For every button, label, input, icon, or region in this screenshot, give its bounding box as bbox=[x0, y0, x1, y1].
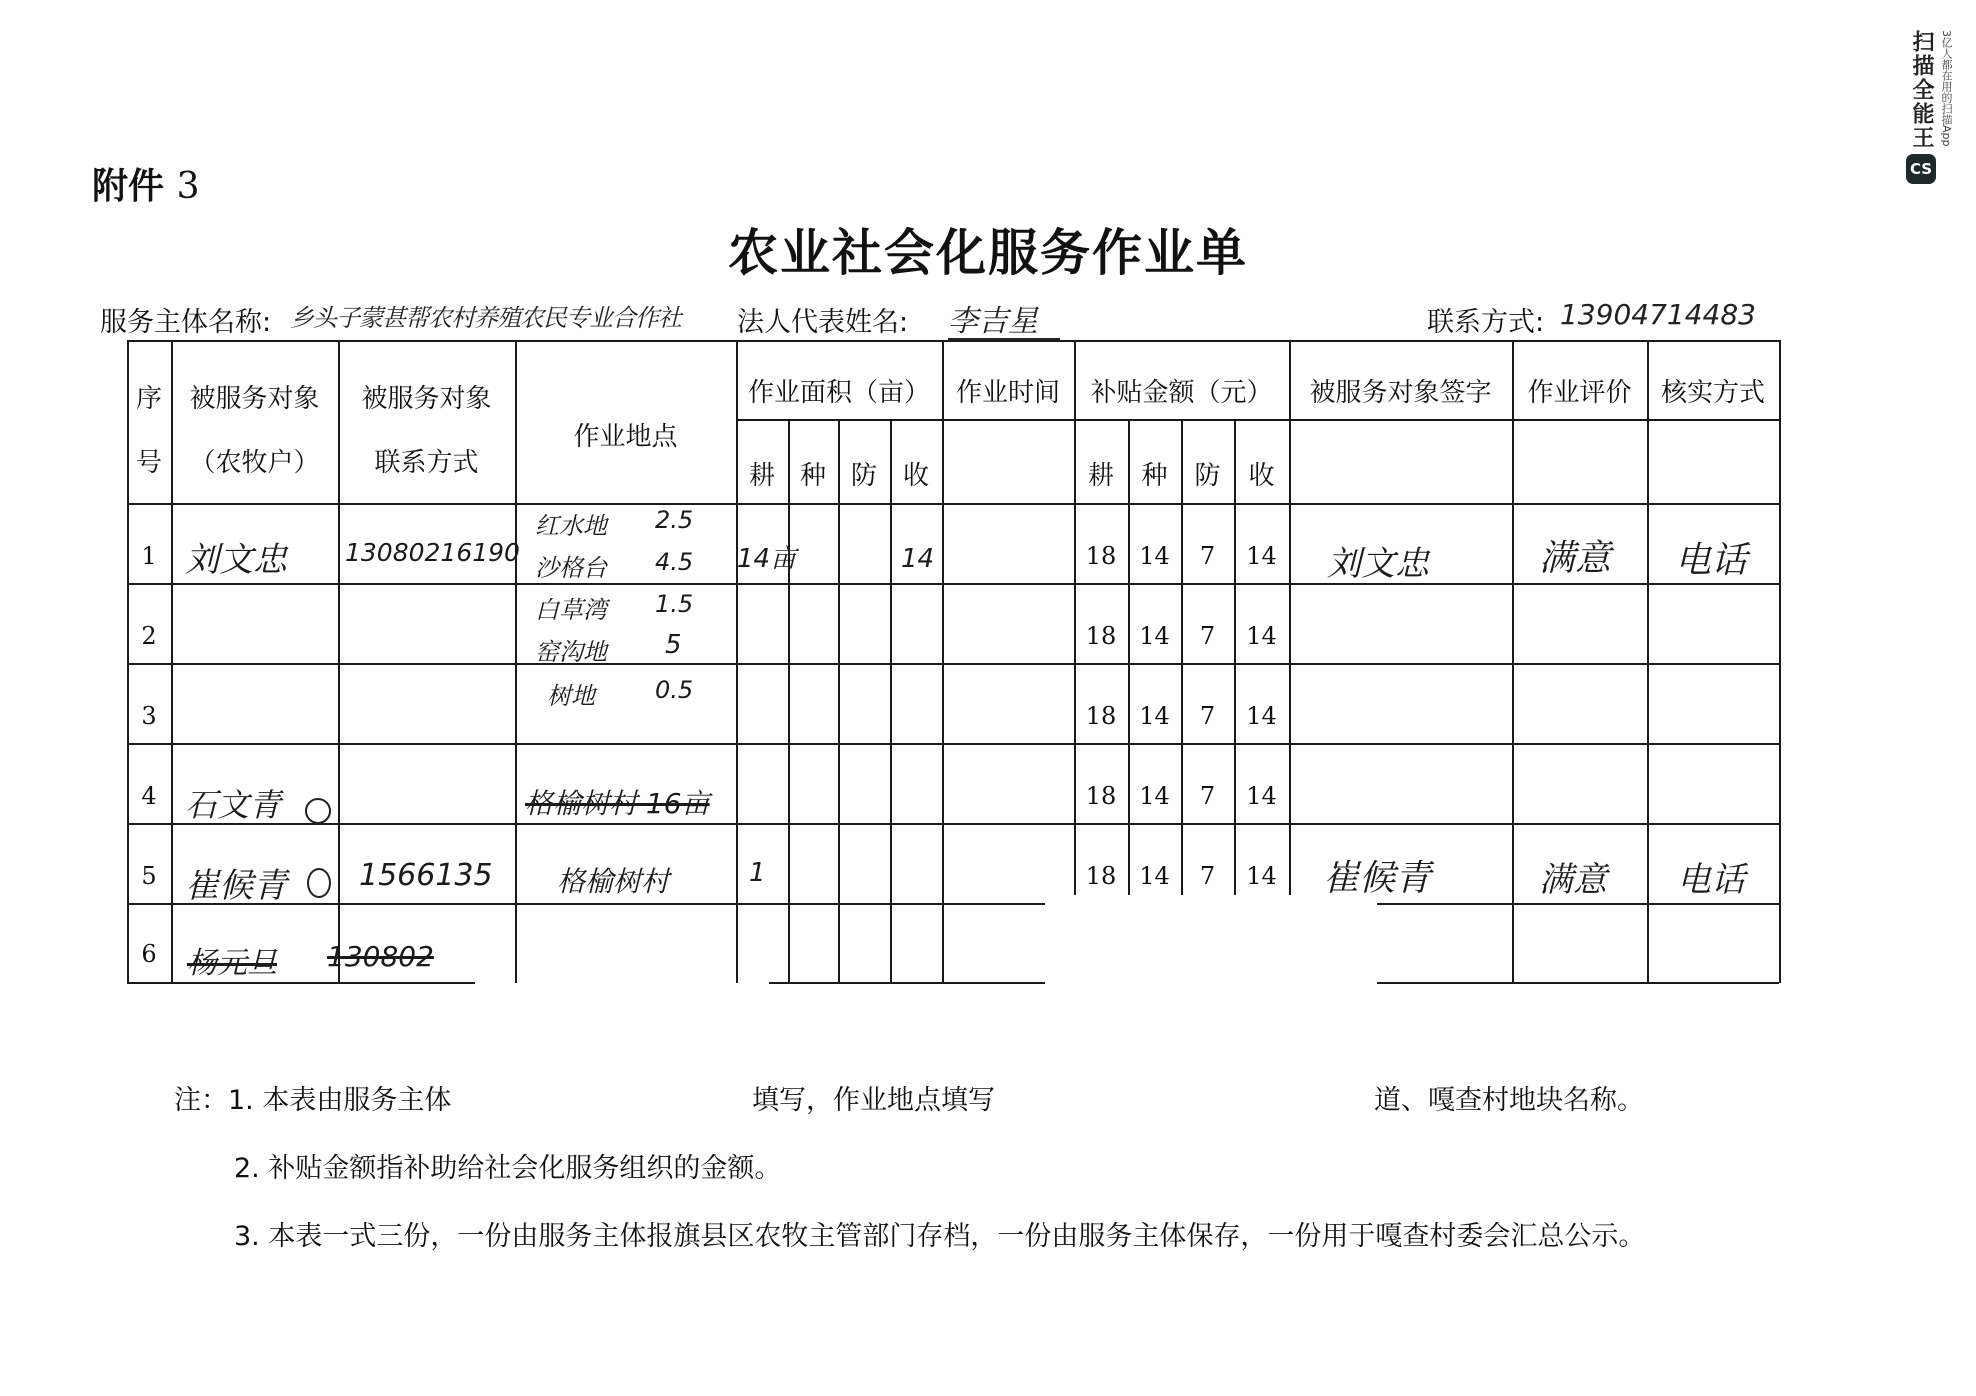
row-5-phone-handwritten: 1566135 bbox=[359, 858, 493, 893]
location-place-3: 白草湾 bbox=[535, 596, 607, 624]
col-seq-line2: 号 bbox=[135, 448, 162, 478]
location-place-1: 红水地 bbox=[535, 512, 607, 540]
row-1-area-till-handwritten: 14亩 bbox=[737, 544, 797, 574]
legal-rep-label: 法人代表姓名: bbox=[737, 307, 909, 338]
row-6-seq: 6 bbox=[141, 940, 157, 968]
row-4-name-handwritten: 石文青 bbox=[185, 786, 282, 824]
watermark-app-name: 扫描全能王 bbox=[1909, 30, 1934, 150]
legal-rep-name-handwritten: 李吉星 bbox=[948, 304, 1038, 339]
col-signature: 被服务对象签字 bbox=[1309, 378, 1492, 408]
subsidy-value: 14 bbox=[1139, 782, 1170, 810]
row-1-phone-handwritten: 13080216190 bbox=[345, 538, 520, 567]
entity-label: 服务主体名称: bbox=[100, 307, 272, 338]
attachment-text: 附件 bbox=[92, 166, 165, 207]
subsidy-value: 14 bbox=[1246, 542, 1277, 570]
location-area-4: 5 bbox=[665, 630, 682, 660]
attachment-number: 3 bbox=[176, 166, 200, 207]
subsidy-value: 7 bbox=[1199, 622, 1216, 650]
subsidy-value: 14 bbox=[1139, 542, 1170, 570]
subsidy-sub-harvest: 收 bbox=[1248, 461, 1275, 491]
note-1-part-c: 道、嘎查村地块名称。 bbox=[1374, 1085, 1644, 1116]
note-3: 3. 本表一式三份，一份由服务主体报旗县区农牧主管部门存档，一份由服务主体保存，一份用于嘎查村委会汇总公示。 bbox=[234, 1221, 1646, 1252]
subsidy-value: 14 bbox=[1246, 702, 1277, 730]
service-record-table bbox=[127, 340, 1779, 983]
subsidy-value: 18 bbox=[1085, 622, 1117, 650]
col-location: 作业地点 bbox=[573, 422, 678, 452]
row-5-evaluation-handwritten: 满意 bbox=[1539, 860, 1607, 900]
subsidy-value: 14 bbox=[1139, 862, 1170, 890]
subsidy-value: 18 bbox=[1085, 782, 1117, 810]
col-seq-line1: 序 bbox=[135, 384, 162, 414]
location-place-4: 窑沟地 bbox=[535, 638, 607, 666]
attachment-label bbox=[92, 158, 199, 209]
col-area: 作业面积（亩） bbox=[747, 378, 930, 408]
row-5-signature-handwritten: 崔候青 bbox=[1323, 858, 1432, 899]
row-1-name-handwritten: 刘文忠 bbox=[185, 540, 287, 580]
row-5-verify-handwritten: 电话 bbox=[1677, 860, 1745, 900]
subsidy-value: 14 bbox=[1246, 622, 1277, 650]
contact-label: 联系方式: bbox=[1427, 307, 1545, 338]
area-sub-protect: 防 bbox=[850, 461, 877, 491]
note-1-part-b: 填写，作业地点填写 bbox=[752, 1085, 995, 1116]
col-evaluation: 作业评价 bbox=[1527, 378, 1632, 408]
subsidy-value: 18 bbox=[1085, 542, 1117, 570]
row-6-phone-struck: 130802 bbox=[327, 940, 434, 973]
row-1-evaluation-handwritten: 满意 bbox=[1539, 538, 1612, 579]
location-area-3: 1.5 bbox=[655, 590, 694, 618]
cs-logo-icon: CS bbox=[1906, 154, 1936, 184]
watermark-tagline: 3亿人都在用的扫描App bbox=[1940, 30, 1953, 147]
circle-mark-icon bbox=[305, 798, 331, 824]
location-place-2: 沙格台 bbox=[535, 554, 607, 582]
row-2-seq: 2 bbox=[141, 622, 157, 650]
location-area-5: 0.5 bbox=[655, 676, 694, 704]
row-5-location-handwritten: 格榆树村 bbox=[557, 865, 670, 898]
col-served-contact-line2: 联系方式 bbox=[374, 448, 479, 478]
circle-mark-icon bbox=[307, 868, 331, 898]
subsidy-sub-protect: 防 bbox=[1194, 461, 1221, 491]
subsidy-value: 14 bbox=[1246, 782, 1277, 810]
col-subsidy: 补贴金额（元） bbox=[1090, 378, 1273, 408]
entity-name-handwritten: 乡头子蒙甚帮农村养殖农民专业合作社 bbox=[290, 304, 681, 332]
subsidy-value: 18 bbox=[1085, 702, 1117, 730]
subsidy-value: 7 bbox=[1199, 782, 1216, 810]
note-1-part-a: 注：1. 本表由服务主体 bbox=[174, 1085, 452, 1116]
note-2: 2. 补贴金额指补助给社会化服务组织的金额。 bbox=[234, 1153, 782, 1184]
row-6-name-struck: 杨元旦 bbox=[187, 946, 277, 981]
subsidy-sub-till: 耕 bbox=[1087, 461, 1114, 491]
area-sub-plant: 种 bbox=[799, 461, 826, 491]
row-4-location-struck: 格榆树村 16亩 bbox=[525, 787, 710, 820]
col-served-contact-line1: 被服务对象 bbox=[361, 384, 492, 414]
location-place-5: 树地 bbox=[547, 682, 595, 710]
page-title: 农业社会化服务作业单 bbox=[728, 223, 1248, 282]
col-served-line2: （农牧户） bbox=[189, 448, 320, 478]
scanner-watermark bbox=[1900, 30, 1960, 200]
row-5-area-till-handwritten: 1 bbox=[749, 858, 766, 888]
subsidy-value: 7 bbox=[1199, 702, 1216, 730]
area-sub-till: 耕 bbox=[748, 461, 775, 491]
row-3-seq: 3 bbox=[141, 702, 157, 730]
subsidy-value: 7 bbox=[1199, 862, 1216, 890]
col-time: 作业时间 bbox=[955, 378, 1060, 408]
row-5-seq: 5 bbox=[141, 862, 157, 890]
subsidy-value: 14 bbox=[1246, 862, 1277, 890]
row-1-verify-handwritten: 电话 bbox=[1675, 540, 1748, 581]
row-4-seq: 4 bbox=[141, 782, 157, 810]
area-sub-harvest: 收 bbox=[902, 461, 929, 491]
row-1-signature-handwritten: 刘文忠 bbox=[1327, 544, 1429, 584]
subsidy-value: 18 bbox=[1085, 862, 1117, 890]
location-area-2: 4.5 bbox=[655, 548, 694, 576]
row-1-area-harvest-handwritten: 14 bbox=[901, 544, 935, 574]
subsidy-value: 14 bbox=[1139, 622, 1170, 650]
subsidy-value: 14 bbox=[1139, 702, 1170, 730]
col-served-line1: 被服务对象 bbox=[189, 384, 320, 414]
contact-handwritten: 13904714483 bbox=[1560, 298, 1756, 331]
location-area-1: 2.5 bbox=[655, 506, 694, 534]
col-verify: 核实方式 bbox=[1660, 378, 1765, 408]
subsidy-value: 7 bbox=[1199, 542, 1216, 570]
row-1-seq: 1 bbox=[141, 542, 157, 570]
row-5-name-handwritten: 崔候青 bbox=[185, 866, 287, 906]
subsidy-sub-plant: 种 bbox=[1141, 461, 1168, 491]
